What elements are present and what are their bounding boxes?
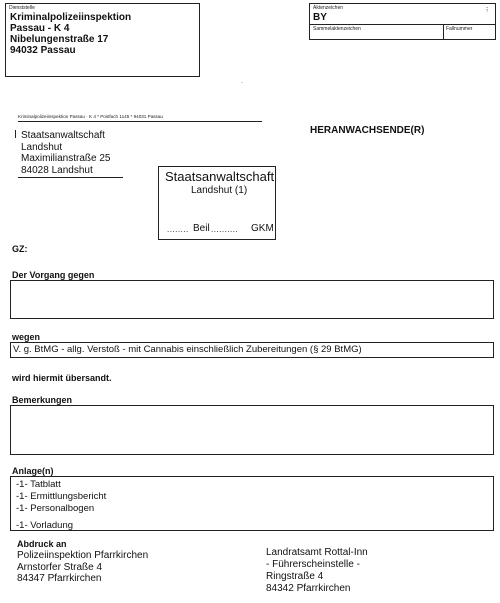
vorgang-label: Der Vorgang gegen (12, 270, 95, 280)
abdruck-right-line-1: Landratsamt Rottal-Inn (266, 547, 368, 558)
category-label: HERANWACHSENDE(R) (310, 125, 425, 136)
gz-label: GZ: (12, 244, 28, 254)
return-address-rule (18, 121, 262, 122)
abdruck-left-line-2: Arnstorfer Straße 4 (17, 561, 103, 573)
stamp-dots: ........ (167, 225, 189, 234)
anlage-item-4: -1- Vorladung (16, 520, 74, 531)
abdruck-right-line-4: 84342 Pfarrkirchen (266, 583, 351, 594)
bemerkungen-field (10, 405, 494, 455)
stamp-line-1: Staatsanwaltschaft (165, 169, 275, 184)
sender-line-1: Kriminalpolizeiinspektion (10, 12, 132, 23)
anlagen-label: Anlage(n) (12, 466, 54, 476)
recipient-line-2: Landshut (21, 141, 63, 153)
vorgang-field (10, 280, 494, 319)
received-stamp (158, 166, 276, 240)
recipient-underline (18, 177, 123, 178)
recipient-line-4: 84028 Landshut (21, 164, 93, 176)
sender-box-label: Dienststelle (9, 5, 35, 11)
sender-line-2: Passau - K 4 (10, 23, 70, 34)
return-address: Kriminalpolizeiinspektion Passau · K 4 * Postfach 1145 * 94031 Passau (18, 114, 163, 119)
sammelakten-label: Sammelaktenzeichen (313, 26, 361, 32)
anlagen-field (10, 476, 494, 531)
abdruck-right-line-2: - Führerscheinstelle - (266, 559, 360, 570)
reference-box (309, 3, 496, 40)
reference-divider (310, 24, 495, 25)
abdruck-label: Abdruck an (17, 539, 67, 549)
anlage-item-1: -1- Tatblatt (16, 479, 61, 490)
bemerkungen-label: Bemerkungen (12, 395, 73, 405)
abdruck-left-line-1: Polizeiinspektion Pfarrkirchen (17, 550, 149, 561)
recipient-margin-mark (15, 130, 16, 138)
anlage-item-3: -1- Personalbogen (16, 503, 95, 514)
anlage-item-2: -1- Ermittlungsbericht (16, 491, 107, 502)
stamp-bottom-left: Beil (193, 223, 210, 234)
abdruck-right-line-3: Ringstraße 4 (266, 571, 324, 582)
abdruck-left-line-3: 84347 Pfarrkirchen (17, 573, 102, 584)
corner-mark-icon: ⁝ (486, 7, 489, 14)
dot-mark: · (241, 80, 243, 86)
fallnummer-label: Fallnummer (446, 26, 473, 32)
stamp-bottom-right: GKM (251, 223, 274, 234)
aktenzeichen-label: Aktenzeichen (313, 5, 344, 11)
sender-box (5, 3, 200, 77)
wegen-value: V. g. BtMG - allg. Verstoß - mit Cannabis einschließlich Zubereitungen (§ 29 BtMG) (13, 344, 362, 355)
stamp-line-2: Landshut (1) (191, 185, 248, 196)
wegen-field (10, 342, 494, 358)
recipient-line-3: Maximilianstraße 25 (21, 153, 111, 164)
wegen-label: wegen (12, 332, 41, 342)
stamp-dots-2: .......... (211, 225, 239, 234)
uebersandt-text: wird hiermit übersandt. (12, 373, 112, 383)
sender-line-4: 94032 Passau (10, 45, 76, 56)
reference-column-divider (443, 24, 444, 39)
sender-line-3: Nibelungenstraße 17 (10, 34, 109, 45)
aktenzeichen-value: BY (313, 12, 327, 23)
recipient-line-1: Staatsanwaltschaft (21, 130, 105, 141)
